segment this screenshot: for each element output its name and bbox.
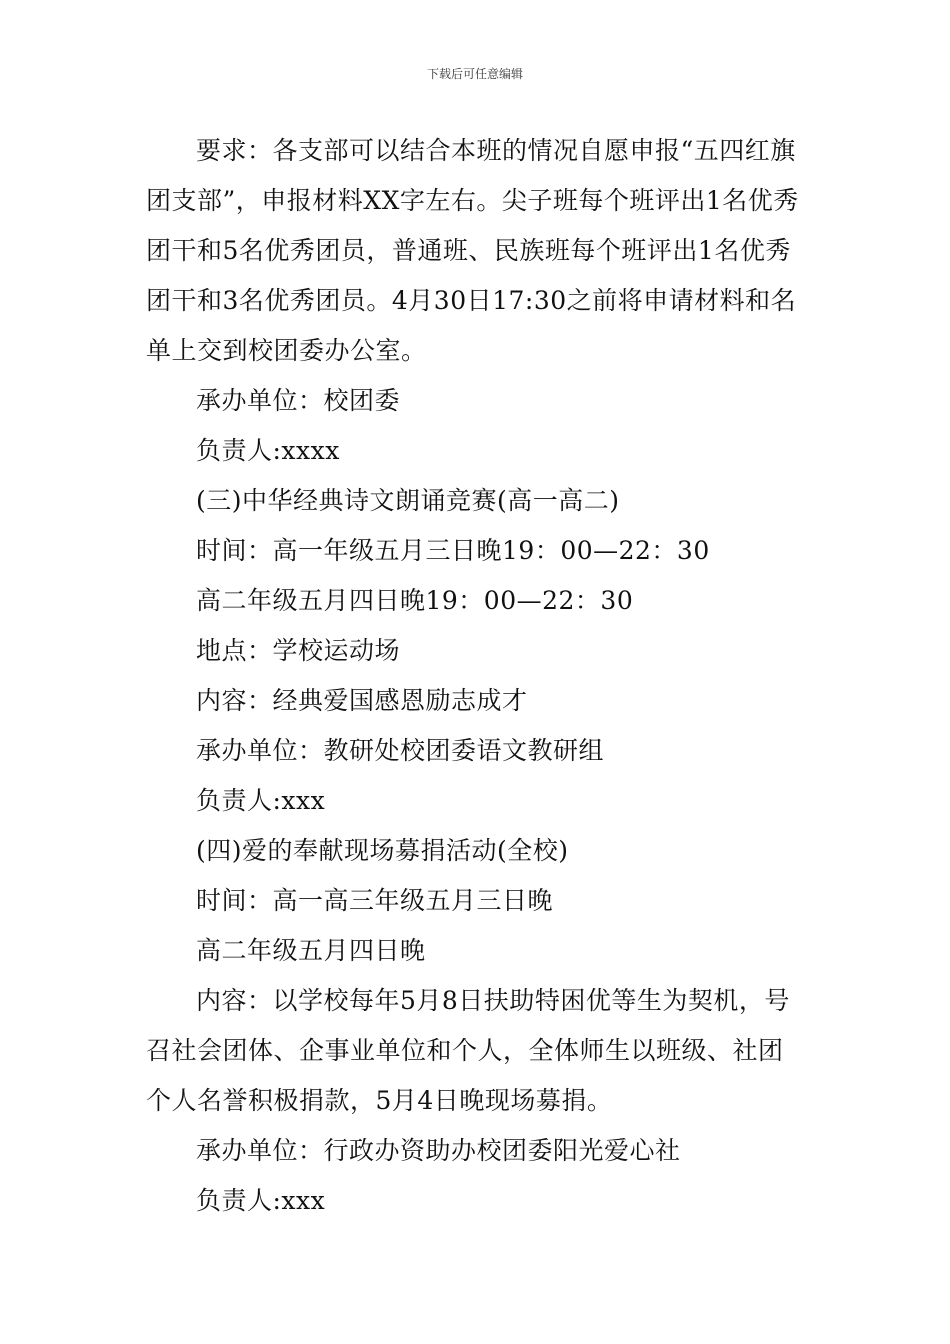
section-3-place-line: 地点：学校运动场 <box>196 636 401 665</box>
section-4-person-line: 负责人:xxx <box>196 1186 326 1215</box>
section-3-time-line: 时间：高一年级五月三日晚19：00—22：30 <box>196 536 710 565</box>
page-header-note: 下载后可任意编辑 <box>426 67 523 81</box>
section-3-content-line: 内容：经典爱国感恩励志成才 <box>196 686 528 715</box>
person-in-charge-line: 负责人:xxxx <box>196 436 340 465</box>
section-4-organizer-line: 承办单位：行政办资助办校团委阳光爱心社 <box>196 1136 681 1165</box>
section-3-person-line: 负责人:xxx <box>196 786 326 815</box>
section-3-time-line-2: 高二年级五月四日晚19：00—22：30 <box>196 586 634 615</box>
section-3-organizer-line: 承办单位：教研处校团委语文教研组 <box>196 736 605 765</box>
section-4-title: (四)爱的奉献现场募捐活动(全校) <box>196 836 569 865</box>
section-4-content-paragraph: 内容：以学校每年5月8日扶助特困优等生为契机，号召社会团体、企事业单位和个人，全体师生以班级、社团个人名誉积极捐款，5月4日晚现场募捐。 <box>146 986 790 1115</box>
section-4-time-line-2: 高二年级五月四日晚 <box>196 936 426 965</box>
document-body <box>146 126 806 1226</box>
requirements-paragraph: 要求：各支部可以结合本班的情况自愿申报“五四红旗团支部”，申报材料XX字左右。尖子班每个班评出1名优秀团干和5名优秀团员，普通班、民族班每个班评出1名优秀团干和3名优秀团员。4月30日17:30之前将申请材料和名单上交到校团委办公室。 <box>146 136 799 365</box>
section-3-title: (三)中华经典诗文朗诵竞赛(高一高二) <box>196 486 620 515</box>
section-4-time-line: 时间：高一高三年级五月三日晚 <box>196 886 554 915</box>
organizer-line: 承办单位：校团委 <box>196 386 401 415</box>
